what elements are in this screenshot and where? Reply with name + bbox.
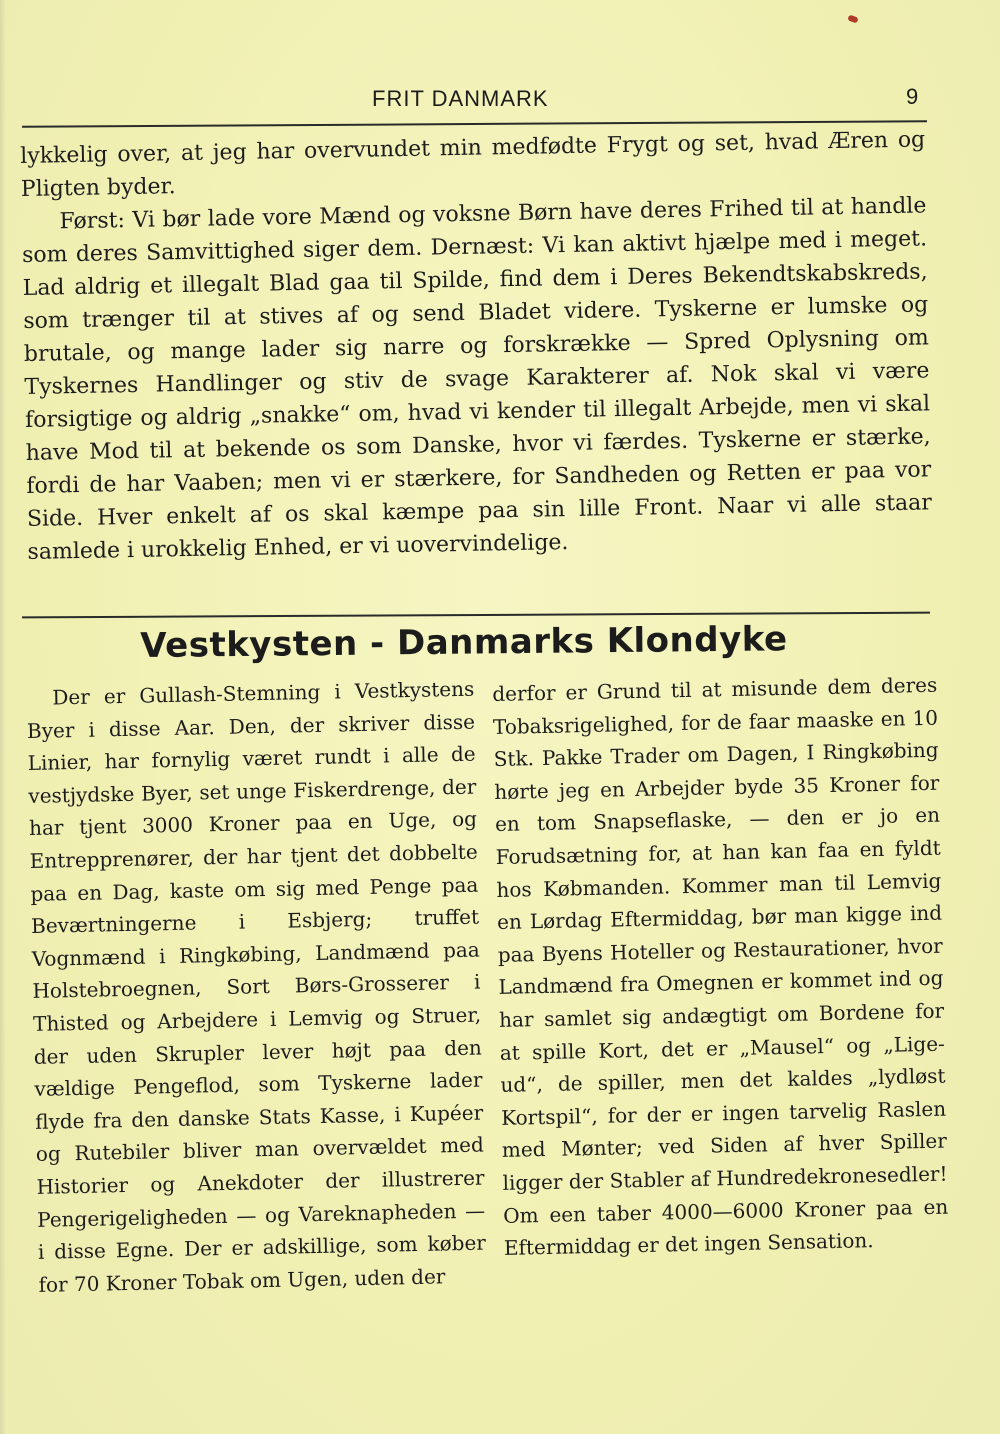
article-headline: Vestkysten - Danmarks Klondyke [140, 619, 788, 666]
article-paragraph: Der er Gullash-Stemning i Vestkystens Byer i disse Aar. Den, der skriver disse Linier, har fornylig været rundt i alle de vestjydske Byer, set unge Fiskerdrenge, der har tjent 3000 Kroner paa en Uge, og Entrepprenører, der har tjent det dobbelte paa en Dag, kaste om sig med Penge paa Beværtningerne i Esbjerg; truffet Vognmænd i Ringkøbing, Landmænd paa Holstebroegnen, Sort Børs-Grosserer i Thisted og Arbejdere i Lemvig og Struer, der uden Skrupler lever højt paa den vældige Pengeflod, som Tyskerne lader flyde fra den danske Stats Kasse, i Kupéer og Rutebiler bliver man overvældet med Historier og Anekdoter der illustrerer Pengerigeligheden — og Vareknapheden — i disse Egne. Der er adskillige, som køber for 70 Kroner Tobak om Ugen, uden der [26, 676, 487, 1297]
section-rule [22, 612, 930, 619]
article-column-left [26, 673, 487, 1302]
ink-mark [847, 14, 858, 23]
article-column-right [492, 669, 949, 1265]
running-head: FRIT DANMARK [372, 86, 549, 111]
page-number: 9 [906, 84, 919, 109]
page-edge-shadow [0, 0, 6, 1434]
intro-text [20, 123, 933, 569]
article-paragraph: derfor er Grund til at misunde dem deres Tobaksrigelighed, for de faar maaske en 10 Stk. Pakke Trader om Dagen, I Ringkøbing hørte jeg en Arbejder byde 35 Kroner for en tom Snapseflaske, — den er jo en Forudsætning for, at han kan faa en fyldt hos Købmanden. Kommer man til Lemvig en Lørdag Eftermiddag, bør man kigge ind paa Byens Hoteller og Restaurationer, hvor Landmænd fra Omegnen er kommet ind og har samlet sig andægtigt om Bordene for at spille Kort, det er „Mausel“ og „Lige-ud“, de spiller, men det kaldes „lydløst Kortspil“, for der er ingen tarvelig Raslen med Mønter; ved Siden af hver Spiller ligger der Stabler af Hundredekronesedler! Om een taber 4000—6000 Kroner paa en Eftermiddag er det ingen Sensation. [492, 672, 949, 1260]
intro-paragraph: Først: Vi bør lade vore Mænd og voksne Børn have deres Frihed til at handle som deres Samvittighed siger dem. Dernæst: Vi kan aktivt hjælpe med i meget. Lad aldrig et illegalt Blad gaa til Spilde, find dem i Deres Bekendtskabskreds, som trænger til at stives af og send Bladet videre. Tyskerne er lumske og brutale, og mange lader sig narre og forskrække — Spred Oplysning om Tyskernes Handlinger og stiv de svage Karakterer af. Nok skal vi være forsigtige og aldrig „snakke“ om, hvad vi kender til illegalt Arbejde, men vi skal have Mod til at bekende os som Danske, hvor vi færdes. Tyskerne er stærke, fordi de har Vaaben; men vi er stærkere, for Sandheden og Retten er paa vor Side. Hver enkelt af os skal kæmpe paa sin lille Front. Naar vi alle staar samlede i urokkelig Enhed, er vi uovervindelige. [21, 193, 933, 565]
intro-paragraph: lykkelig over, at jeg har overvundet min medfødte Frygt og set, hvad Æren og Pligten byder. [20, 127, 926, 202]
